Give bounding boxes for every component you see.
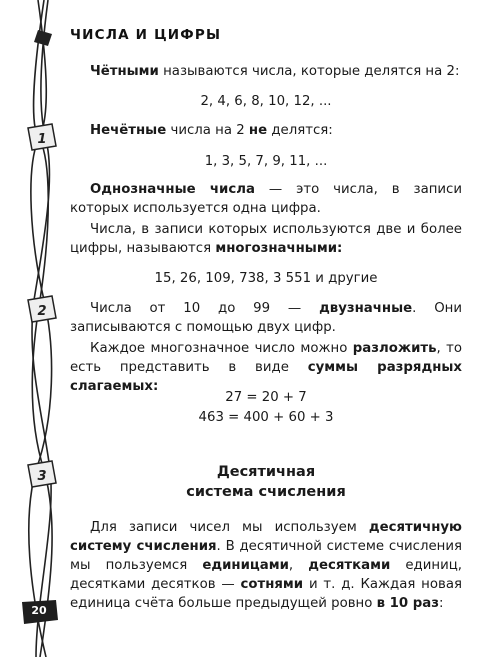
decomposition-text: Каждое многозначное число можно разложить, то есть представить в виде суммы разрядных слагаемых: (70, 341, 462, 394)
multi-digit-examples: 15, 26, 109, 738, 3 551 и другие (154, 271, 378, 286)
equation-1: 27 = 20 + 7 (225, 390, 307, 405)
single-digit-definition: Однозначные числа — это числа, в записи которых используется одна цифра. (70, 182, 463, 216)
marker-1-label: 1 (37, 132, 47, 147)
even-examples: 2, 4, 6, 8, 10, 12, ... (200, 94, 332, 109)
section-title-line-1: Десятичная (216, 464, 316, 480)
odd-examples: 1, 3, 5, 7, 9, 11, ... (204, 154, 328, 169)
marker-3 (28, 461, 56, 487)
marker-2-label: 2 (37, 304, 47, 319)
multi-digit-definition: Числа, в записи которых используются две и более цифры, называются многозначными: (70, 222, 462, 256)
square-marker-top (34, 30, 52, 46)
two-digit-definition: Числа от 10 до 99 — двузначные. Они записываются с помощью двух цифр. (70, 301, 463, 335)
page-content (70, 0, 462, 657)
marker-1 (28, 124, 56, 150)
section-title-line-2: система счисления (186, 484, 346, 500)
decimal-system-paragraph: Для записи чисел мы используем десятичную систему счисления. В десятичной системе счисления мы пользуемся единицами, десятками единиц, десятками десятков — сотнями и т. д. Каждая новая единица счёта больше предыдущей ровно в 10 раз: (70, 520, 462, 611)
margin-decoration (0, 0, 70, 657)
odd-definition: Нечётные числа на 2 не делятся: (90, 123, 333, 138)
ribbon-lines (29, 0, 52, 657)
chapter-header: ЧИСЛА И ЦИФРЫ (70, 27, 222, 43)
marker-2 (28, 296, 56, 322)
marker-3-label: 3 (37, 469, 47, 484)
even-definition: Чётными называются числа, которые делятся на 2: (90, 64, 460, 79)
equation-2: 463 = 400 + 60 + 3 (198, 410, 334, 425)
page-number: 20 (31, 604, 47, 617)
